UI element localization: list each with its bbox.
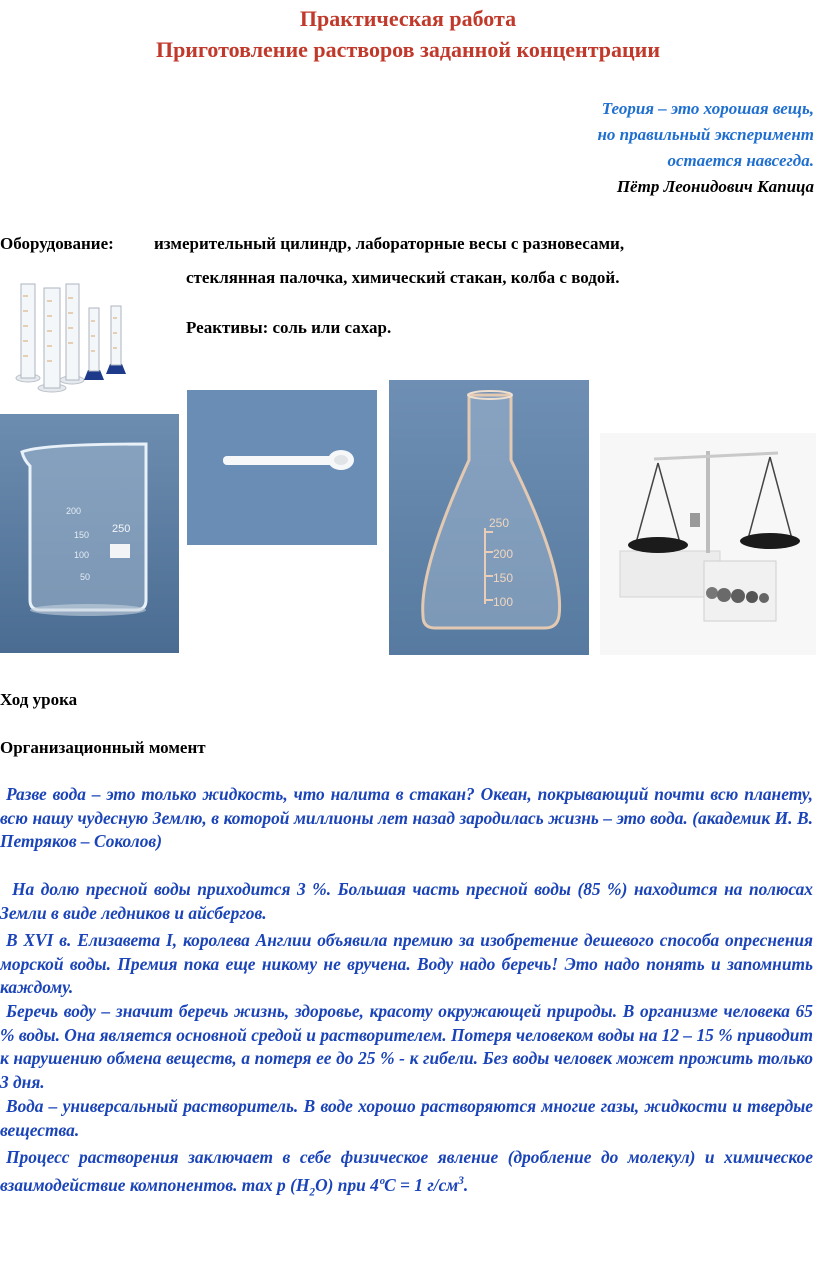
equipment-label: Оборудование: [0, 234, 114, 253]
flask-mark-200: 200 [493, 547, 514, 561]
measuring-cylinders-image [8, 276, 134, 394]
section-subheading: Организационный момент [0, 738, 206, 757]
flask-image [389, 380, 589, 655]
epigraph-line1: Теория – это хорошая вещь, [601, 99, 814, 118]
paragraph-6-mid: O) при 4ºC = 1 г/см [315, 1174, 459, 1195]
section-heading: Ход урока [0, 690, 78, 709]
flask-mark-250: 250 [489, 516, 510, 530]
flask-mark-150: 150 [493, 571, 514, 585]
paragraph-6-end: . [463, 1174, 469, 1195]
beaker-mark-100: 100 [74, 550, 90, 560]
page-title-line1: Практическая работа [299, 6, 517, 31]
equipment-line1: измерительный цилиндр, лабораторные весы с разновесами, [154, 234, 625, 253]
paragraph-1: Разве вода – это только жидкость, что налита в стакан? Океан, покрывающий почти всю планету, всю нашу чудесную Землю, в которой миллионы лет назад зародилась жизнь – это вода. (академик И. В. Петряков – Соколов) [0, 784, 813, 851]
paragraph-6-superscript: 3 [458, 1174, 464, 1187]
paragraph-5: Вода – универсальный растворитель. В воде хорошо растворяются многие газы, жидкости и твердые вещества. [0, 1096, 813, 1140]
paragraph-6-text: Процесс растворения заключает в себе физическое явление (дробление до молекул) и химическое взаимодействие компонентов. тах р (H [0, 1147, 813, 1195]
beaker-image [0, 414, 179, 653]
beaker-mark-250: 250 [112, 523, 131, 535]
paragraph-6 [0, 1146, 813, 1204]
balance-scale-image [600, 433, 816, 655]
paragraph-3: В XVI в. Елизавета I, королева Англии объявила премию за изобретение дешевого способа опреснения морской воды. Премия пока еще никому не вручена. Воду надо беречь! Это надо понять и запомнить каждому. [0, 930, 813, 997]
epigraph-line3: остается навсегда. [667, 151, 814, 170]
page-title-line2: Приготовление растворов заданной концентрации [155, 37, 661, 62]
epigraph-author: Пётр Леонидович Капица [616, 177, 814, 196]
reagents-text: Реактивы: соль или сахар. [186, 318, 392, 337]
paragraph-6-subscript: 2 [309, 1185, 316, 1198]
spoon-image [187, 390, 377, 545]
paragraph-2: На долю пресной воды приходится 3 %. Большая часть пресной воды (85 %) находится на полюсах Земли в виде ледников и айсбергов. [0, 879, 813, 923]
paragraph-4: Беречь воду – значит беречь жизнь, здоровье, красоту окружающей природы. В организме человека 65 % воды. Она является основной средой и растворителем. Потеря человеком воды на 12 – 15 % приводит к нарушению обмена веществ, а потеря ее до 25 % - к гибели. Без воды человек может прожить только 3 дня. [0, 1001, 813, 1092]
epigraph-line2: но правильный эксперимент [597, 125, 814, 144]
equipment-line2: стеклянная палочка, химический стакан, колба с водой. [186, 268, 620, 287]
flask-mark-100: 100 [493, 595, 514, 609]
beaker-mark-50: 50 [80, 572, 91, 582]
beaker-mark-200: 200 [66, 506, 82, 516]
beaker-mark-150: 150 [74, 530, 90, 540]
